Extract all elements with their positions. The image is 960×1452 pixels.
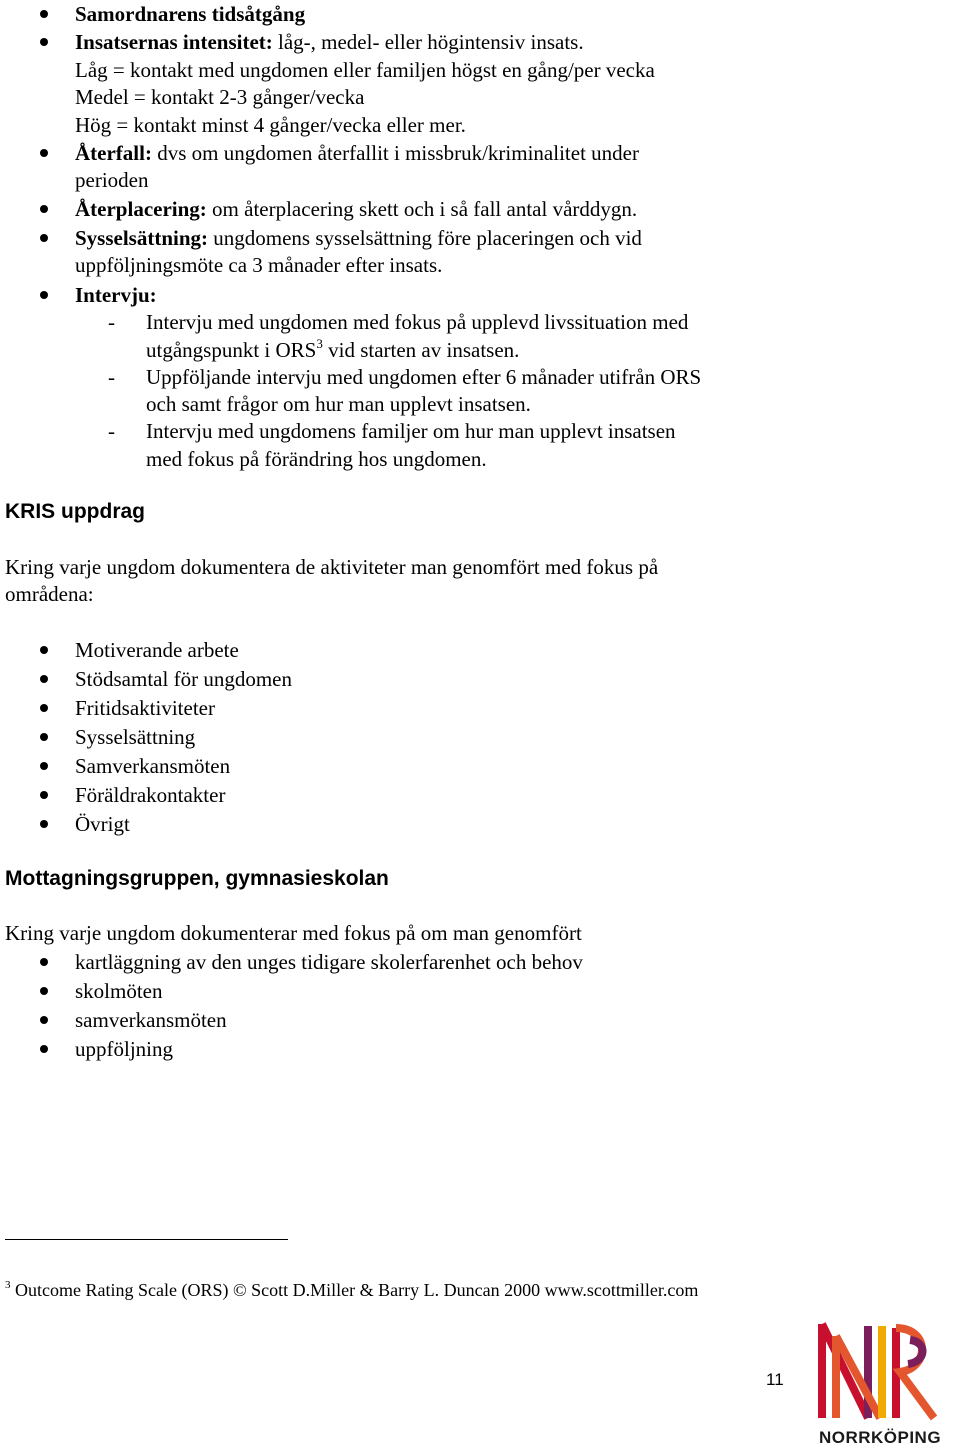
list-bullet	[40, 291, 48, 299]
criterion-sysselsattning	[75, 224, 642, 252]
intensitet-hog: Hög = kontakt minst 4 gånger/vecka eller mer.	[75, 113, 466, 137]
criterion-aterplacering	[75, 195, 637, 223]
kris-item: Motiverande arbete	[75, 638, 239, 662]
intervju-item-cont	[146, 336, 519, 364]
criterion-aterfall-cont: perioden	[75, 168, 149, 192]
list-bullet	[40, 1016, 48, 1024]
list-bullet	[40, 646, 48, 654]
criterion-intensitet	[75, 28, 584, 56]
footnote-number: 3	[5, 1279, 11, 1291]
criterion-text: om återplacering skett och i så fall antal vårddygn.	[206, 197, 638, 221]
list-bullet	[40, 38, 48, 46]
footnote	[5, 1276, 698, 1304]
list-bullet	[40, 675, 48, 683]
list-bullet	[40, 733, 48, 741]
list-bullet	[40, 704, 48, 712]
criterion-label: Återplacering:	[75, 197, 207, 221]
intervju-item-cont: och samt frågor om hur man upplevt insatsen.	[146, 392, 531, 416]
sub-dash: -	[108, 310, 115, 334]
kris-intro: Kring varje ungdom dokumentera de aktiviteter man genomfört med fokus på	[5, 555, 659, 579]
kris-item: Sysselsättning	[75, 725, 196, 749]
logo-stroke	[822, 1324, 868, 1418]
criterion-label: Insatsernas intensitet:	[75, 30, 273, 54]
list-bullet	[40, 149, 48, 157]
list-bullet	[40, 1045, 48, 1053]
kris-item: Samverkansmöten	[75, 754, 231, 778]
list-bullet	[40, 205, 48, 213]
logo-text: NORRKÖPING	[818, 1428, 942, 1447]
logo-stroke	[908, 1340, 923, 1364]
criterion-text: dvs om ungdomen återfallit i missbruk/kriminalitet under	[151, 141, 639, 165]
list-bullet	[40, 234, 48, 242]
kris-item: Föräldrakontakter	[75, 783, 226, 807]
criterion-samordnare: Samordnarens tidsåtgång	[75, 2, 306, 26]
kris-item: Stödsamtal för ungdomen	[75, 667, 292, 691]
mottagning-intro: Kring varje ungdom dokumenterar med fokus på om man genomfört	[5, 921, 582, 945]
list-bullet	[40, 987, 48, 995]
footnote-text: Outcome Rating Scale (ORS) © Scott D.Miller & Barry L. Duncan 2000 www.scottmiller.com	[10, 1280, 699, 1300]
intervju-text: utgångspunkt i ORS	[146, 338, 317, 362]
mottagning-item: samverkansmöten	[75, 1008, 227, 1032]
page-number: 11	[766, 1370, 784, 1389]
section-heading-mottagning: Mottagningsgruppen, gymnasieskolan	[5, 867, 389, 890]
intensitet-lag: Låg = kontakt med ungdomen eller familjen högst en gång/per vecka	[75, 58, 655, 82]
criterion-text: ungdomens sysselsättning före placeringen och vid	[208, 226, 642, 250]
criterion-intervju: Intervju:	[75, 283, 157, 307]
criterion-label: Återfall:	[75, 141, 152, 165]
kris-item: Övrigt	[75, 812, 130, 836]
kris-item: Fritidsaktiviteter	[75, 696, 215, 720]
criterion-label: Sysselsättning:	[75, 226, 209, 250]
list-bullet	[40, 762, 48, 770]
intensitet-medel: Medel = kontakt 2-3 gånger/vecka	[75, 85, 365, 109]
list-bullet	[40, 820, 48, 828]
intervju-text: vid starten av insatsen.	[322, 338, 520, 362]
mottagning-item: skolmöten	[75, 979, 163, 1003]
intervju-item-cont: med fokus på förändring hos ungdomen.	[146, 447, 487, 471]
sub-dash: -	[108, 365, 115, 389]
mottagning-item: uppföljning	[75, 1037, 173, 1061]
criterion-sysselsattning-cont: uppföljningsmöte ca 3 månader efter insats.	[75, 253, 443, 277]
list-bullet	[40, 958, 48, 966]
kris-intro-cont: områdena:	[5, 582, 94, 606]
mottagning-item: kartläggning av den unges tidigare skolerfarenhet och behov	[75, 950, 583, 974]
sub-dash: -	[108, 419, 115, 443]
intervju-item: Intervju med ungdomen med fokus på upplevd livssituation med	[146, 310, 689, 334]
intervju-item: Uppföljande intervju med ungdomen efter 6 månader utifrån ORS	[146, 365, 702, 389]
footnote-ref: 3	[316, 336, 323, 351]
list-bullet	[40, 10, 48, 18]
criterion-text: låg-, medel- eller högintensiv insats.	[272, 30, 584, 54]
section-heading-kris: KRIS uppdrag	[5, 500, 145, 523]
criterion-aterfall	[75, 139, 639, 167]
intervju-item: Intervju med ungdomens familjer om hur man upplevt insatsen	[146, 419, 676, 443]
list-bullet	[40, 791, 48, 799]
footnote-separator	[5, 1239, 288, 1240]
